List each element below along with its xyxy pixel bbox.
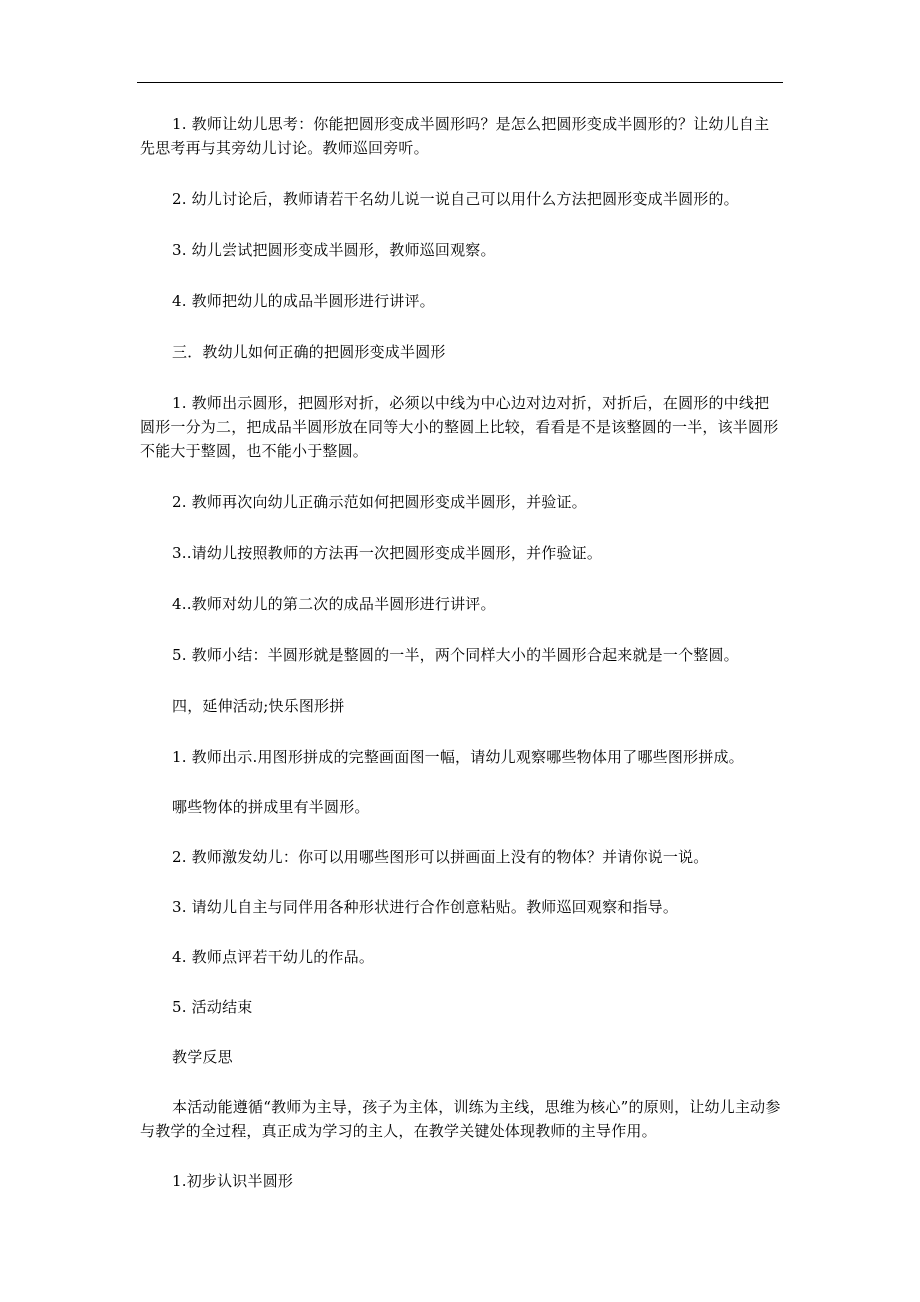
paragraph-show-picture: 1. 教师出示.用图形拼成的完整画面图一幅，请幼儿观察哪些物体用了哪些图形拼成。 (172, 748, 744, 766)
paragraph-collage: 3. 请幼儿自主与同伴用各种形状进行合作创意粘贴。教师巡回观察和指导。 (172, 898, 679, 916)
paragraph-children-repeat: 3..请幼儿按照教师的方法再一次把圆形变成半圆形，并作验证。 (172, 544, 603, 562)
paragraph-step-1-think: 1. 教师让幼儿思考：你能把圆形变成半圆形吗？是怎么把圆形变成半圆形的？让幼儿自主先思考再与其旁幼儿讨论。教师巡回旁听。 (140, 115, 770, 157)
paragraph-step-2-discuss: 2. 幼儿讨论后，教师请若干名幼儿说一说自己可以用什么方法把圆形变成半圆形的。 (172, 190, 739, 208)
paragraph-demo-again: 2. 教师再次向幼儿正确示范如何把圆形变成半圆形，并验证。 (172, 493, 587, 511)
paragraph-second-review: 4..教师对幼儿的第二次的成品半圆形进行讲评。 (172, 595, 496, 613)
paragraph-demo-fold: 1. 教师出示圆形，把圆形对折，必须以中线为中心边对边对折，对折后，在圆形的中线把圆形一分为二，把成品半圆形放在同等大小的整圆上比较，看看是不是该整圆的一半，该半圆形不能大于整圆，也不能小于整圆。 (140, 394, 779, 460)
paragraph-inspire: 2. 教师激发幼儿：你可以用哪些图形可以拼画面上没有的物体？并请你说一说。 (172, 848, 709, 866)
section-heading-4: 四，延伸活动;快乐图形拼 (172, 697, 345, 715)
paragraph-evaluate-works: 4. 教师点评若干幼儿的作品。 (172, 948, 375, 966)
header-rule (137, 82, 783, 83)
section-heading-reflection: 教学反思 (172, 1048, 233, 1066)
paragraph-activity-end: 5. 活动结束 (172, 998, 253, 1016)
paragraph-step-4-review: 4. 教师把幼儿的成品半圆形进行讲评。 (172, 292, 435, 310)
paragraph-semicircle-objects: 哪些物体的拼成里有半圆形。 (172, 798, 370, 816)
paragraph-summary: 5. 教师小结：半圆形就是整圆的一半，两个同样大小的半圆形合起来就是一个整圆。 (172, 646, 739, 664)
document-body (140, 112, 784, 1219)
section-heading-3: 三．教幼儿如何正确的把圆形变成半圆形 (172, 343, 446, 361)
paragraph-reflection: 本活动能遵循“教师为主导，孩子为主体，训练为主线，思维为核心”的原则，让幼儿主动参与教学的全过程，真正成为学习的主人，在教学关键处体现教师的主导作用。 (140, 1098, 781, 1140)
paragraph-step-3-try: 3. 幼儿尝试把圆形变成半圆形，教师巡回观察。 (172, 241, 496, 259)
paragraph-initial-recognition: 1.初步认识半圆形 (172, 1172, 294, 1190)
